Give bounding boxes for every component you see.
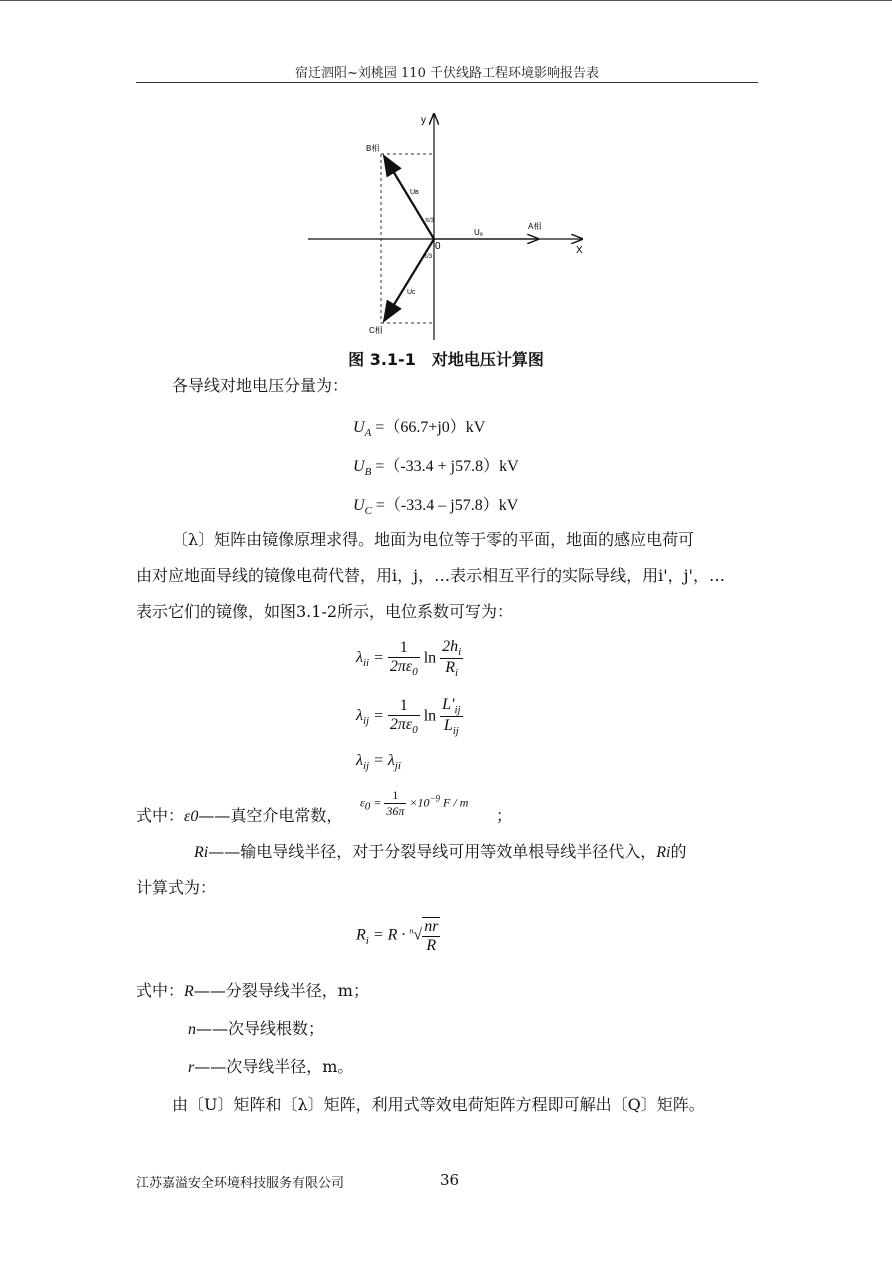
b-phase-label: B相: [366, 144, 380, 153]
ub-vector: [384, 156, 434, 239]
paragraph-line-3: 表示它们的镜像，如图3.1-2所示，电位系数可写为：: [136, 602, 514, 621]
x-label: X: [576, 245, 583, 256]
uc-vector: [384, 239, 434, 321]
ua-equation: $U_A =(66.7+j0)kV$: [353, 419, 486, 440]
paragraph-line-2: 由对应地面导线的镜像电荷代替，用i，j，…表示相互平行的实际导线，用i'，j'，…: [136, 566, 725, 585]
final-paragraph: 由〔U〕矩阵和〔λ〕矩阵，利用式等效电荷矩阵方程即可解出〔Q〕矩阵。: [172, 1095, 705, 1114]
uc-equation: $U_C =(-33.4 - j57.8)kV$: [353, 497, 519, 518]
ri-line-2: 计算式为：: [136, 878, 217, 897]
c-phase-label: C相: [369, 326, 383, 335]
running-header: 宿迁泗阳~刘桃园 110 千伏线路工程环境影响报告表: [295, 66, 599, 81]
formula-epsilon0: $\varepsilon_0$ = $\frac{1}{36\pi}$ $\times 10^{-9}$ F / m: [360, 788, 469, 818]
formula-lambda-symmetry: $\lambda_{ij} = \lambda_{ji}$: [356, 752, 401, 773]
page-number: 36: [440, 1171, 460, 1189]
ua-label: Uₐ: [474, 228, 483, 237]
uc-label: Uc: [407, 289, 416, 296]
eps-definition: 式中：ε0——真空介电常数，: [136, 806, 343, 825]
a-phase-label: A相: [528, 222, 542, 231]
formula-lambda-ii: $\lambda_{ii}$ = $\frac{1}{2\pi\varepsilon_0}$ ln $\frac{2h_i}{R_i}$: [356, 638, 462, 680]
footer-company: 江苏嘉溢安全环境科技服务有限公司: [136, 1176, 345, 1191]
intro-text: 各导线对地电压分量为：: [172, 376, 349, 395]
origin-label: 0: [435, 241, 441, 252]
ri-definition: Ri——输电导线半径，对于分裂导线可用等效单根导线半径代入，Ri的: [194, 842, 687, 861]
svg-text:π/3: π/3: [425, 218, 435, 224]
formula-ri: $R_i = R \cdot ^n√$ $\frac{nr}{R}$: [356, 918, 439, 954]
n-definition: n——次导线根数；: [188, 1019, 325, 1038]
header-rule: [136, 82, 758, 83]
r-definition: 式中：R——分裂导线半径，m；: [136, 981, 369, 1000]
ub-label: Uʙ: [410, 189, 419, 196]
voltage-vector-diagram: [300, 108, 600, 348]
formula-lambda-ij: $\lambda_{ij}$ = $\frac{1}{2\pi\varepsilon_0}$ ln $\frac{L'_{ij}}{L_{ij}}$: [356, 696, 461, 738]
semicolon: ；: [496, 806, 513, 825]
y-label: y: [421, 115, 426, 126]
paragraph-line-1: 〔λ〕矩阵由镜像原理求得。地面为电位等于零的平面，地面的感应电荷可: [172, 530, 695, 549]
page-top-border: [0, 0, 892, 1]
ub-equation: $U_B =(-33.4 + j57.8)kV$: [353, 458, 519, 479]
svg-text:π/3: π/3: [423, 254, 433, 260]
figure-caption: 图 3.1-1 对地电压计算图: [348, 350, 544, 369]
rr-definition: r——次导线半径，m。: [188, 1057, 354, 1076]
